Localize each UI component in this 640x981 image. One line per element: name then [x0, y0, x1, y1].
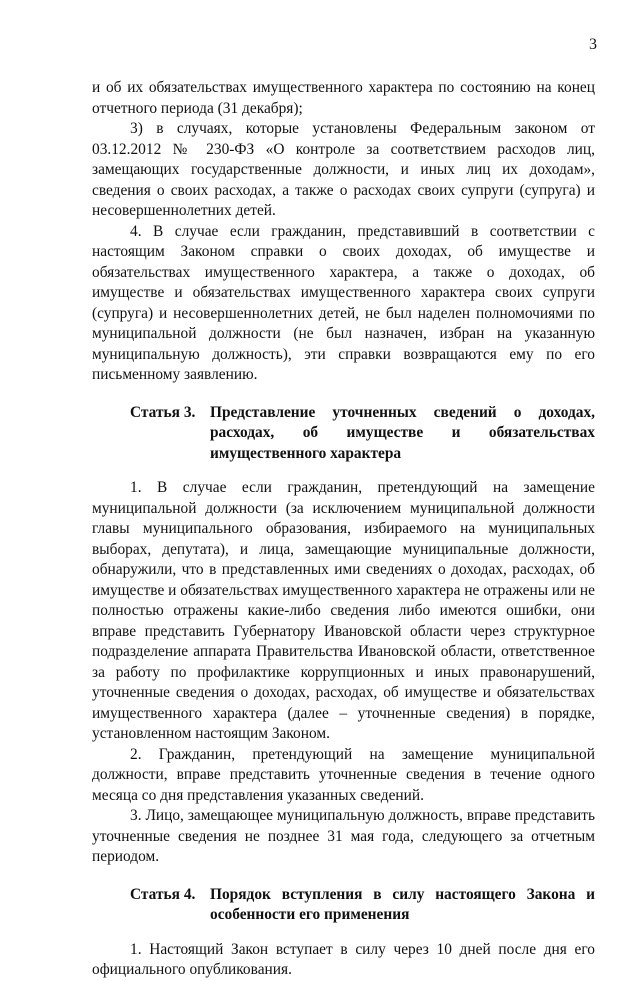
article-4-number: Статья 4.: [130, 885, 196, 903]
article-3-paragraph-2: 2. Гражданин, претендующий на замещение муниципальной должности, вправе представить уточненные сведения в течение одного месяца со дня представления указанных сведений.: [92, 745, 595, 804]
article-4-paragraph-1: 1. Настоящий Закон вступает в силу через 10 дней после дня его официального опубликования.: [92, 940, 595, 978]
paragraph-item-3: 3) в случаях, которые установлены Федеральным законом от 03.12.2012 № 230-ФЗ «О контроле за соответствием расходов лиц, замещающих государственные должности, и иных лиц их доходам», сведения о своих расходах, а также о расходах своих супруги (супруга) и несовершеннолетних детей.: [92, 120, 595, 219]
article-3-paragraph-3: 3. Лицо, замещающее муниципальную должность, вправе представить уточненные сведения не позднее 31 мая года, следующего за отчетным периодом.: [92, 807, 595, 865]
article-4-title: Порядок вступления в силу настоящего Закона и особенности его применения: [210, 885, 595, 923]
article-3-number: Статья 3.: [130, 403, 196, 421]
article-4-heading: [92, 885, 595, 926]
page-number: 3: [589, 36, 597, 53]
document-body: [92, 78, 595, 981]
paragraph-item-4: 4. В случае если гражданин, представивший в соответствии с настоящим Законом справки о своих доходах, об имуществе и обязательствах имущественного характера, а также о доходах, об имуществе и обязательствах имущественного характера своих супруги (супруга) и несовершеннолетних детей, не был наделен полномочиями по муниципальной должности (не был назначен, избран на указанную муниципальную должность), эти справки возвращаются ему по его письменному заявлению.: [92, 222, 595, 383]
article-3-title: Представление уточненных сведений о доходах, расходах, об имуществе и обязательствах имущественного характера: [210, 403, 595, 462]
article-3-heading: [92, 403, 595, 465]
article-3-paragraph-1: 1. В случае если гражданин, претендующий на замещение муниципальной должности (за исключением муниципальной должности главы муниципального образования, избираемого на муниципальных выборах, депутата), и лица, замещающие муниципальные должности, обнаружили, что в представленных ими сведениях о доходах, расходах, об имуществе и обязательствах имущественного характера не отражены или не полностью отражены какие-либо сведения либо имеются ошибки, они вправе представить Губернатору Ивановской области через структурное подразделение аппарата Правительства Ивановской области, ответственное за работу по профилактике коррупционных и иных правонарушений, уточненные сведения о доходах, расходах, об имуществе и обязательствах имущественного характера (далее – уточненные сведения) в порядке, установленном настоящим Законом.: [92, 479, 595, 742]
paragraph-continuation: и об их обязательствах имущественного характера по состоянию на конец отчетного периода (31 декабря);: [92, 79, 595, 117]
